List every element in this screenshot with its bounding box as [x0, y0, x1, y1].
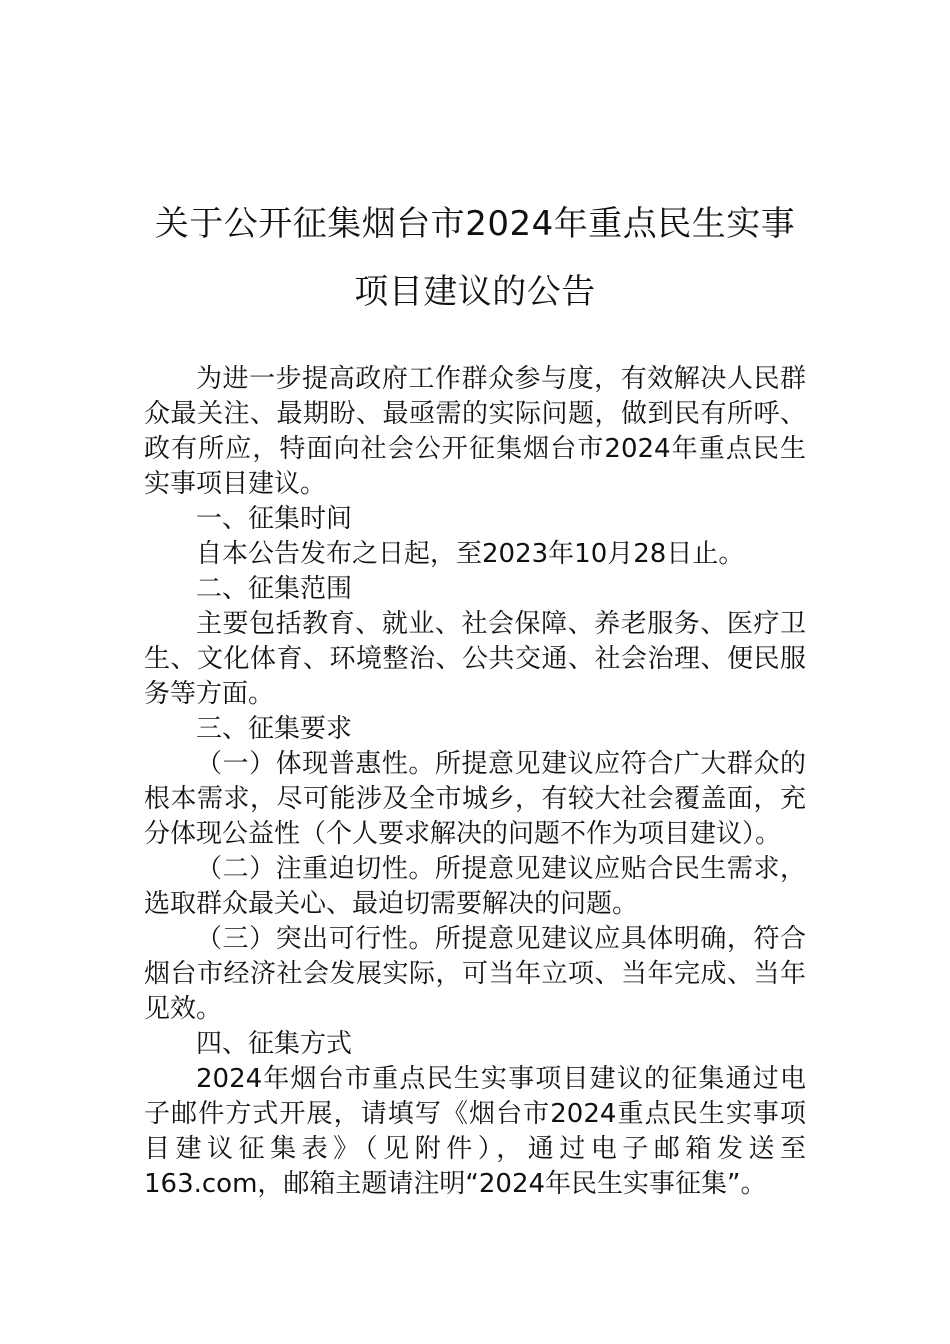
section-heading-scope: 二、征集范围 — [196, 574, 353, 604]
section-heading-method: 四、征集方式 — [196, 1029, 353, 1059]
method-paragraph: 2024年烟台市重点民生实事项目建议的征集通过电子邮件方式开展，请填写《烟台市2024重点民生实事项目建议征集表》（见附件），通过电子邮箱发送至163.com，邮箱主题请注明“2024年民生实事征集”。 — [144, 1064, 806, 1199]
document-body — [144, 362, 806, 1202]
scope-paragraph: 主要包括教育、就业、社会保障、养老服务、医疗卫生、文化体育、环境整治、公共交通、社会治理、便民服务等方面。 — [144, 609, 806, 709]
section-heading-requirements: 三、征集要求 — [196, 714, 353, 744]
requirement-paragraph-3: （三）突出可行性。所提意见建议应具体明确，符合烟台市经济社会发展实际，可当年立项、当年完成、当年见效。 — [144, 924, 806, 1024]
requirement-paragraph-1: （一）体现普惠性。所提意见建议应符合广大群众的根本需求，尽可能涉及全市城乡，有较大社会覆盖面，充分体现公益性（个人要求解决的问题不作为项目建议）。 — [144, 749, 806, 849]
intro-paragraph: 为进一步提高政府工作群众参与度，有效解决人民群众最关注、最期盼、最亟需的实际问题，做到民有所呼、政有所应，特面向社会公开征集烟台市2024年重点民生实事项目建议。 — [144, 364, 806, 499]
document-title-line-2: 项目建议的公告 — [354, 272, 596, 312]
time-paragraph: 自本公告发布之日起，至2023年10月28日止。 — [196, 539, 745, 569]
document-title-line-1: 关于公开征集烟台市2024年重点民生实事 — [154, 204, 796, 244]
section-heading-time: 一、征集时间 — [196, 504, 353, 534]
requirement-paragraph-2: （二）注重迫切性。所提意见建议应贴合民生需求，选取群众最关心、最迫切需要解决的问题。 — [144, 854, 806, 919]
